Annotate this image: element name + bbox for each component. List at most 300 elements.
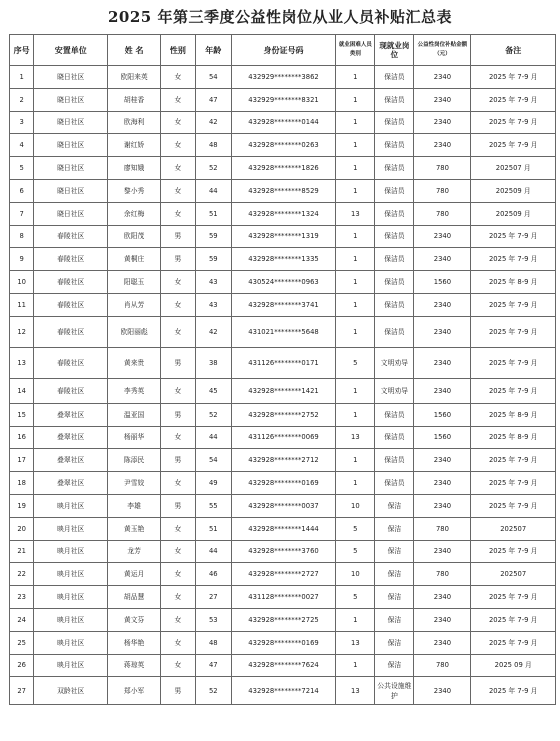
cell-unit: 双龄社区 <box>34 677 108 705</box>
cell-name: 黄桐庄 <box>108 248 161 271</box>
cell-gender: 女 <box>161 157 196 180</box>
cell-seq: 2 <box>10 88 34 111</box>
cell-age: 48 <box>195 631 231 654</box>
cell-category: 5 <box>336 347 375 378</box>
cell-remark: 2025 年 7-9 月 <box>471 248 556 271</box>
cell-subsidy: 2340 <box>414 347 471 378</box>
cell-name: 黄运月 <box>108 563 161 586</box>
cell-position: 文明劝导 <box>375 378 414 403</box>
cell-id: 432928********0144 <box>231 111 336 134</box>
cell-name: 李雄 <box>108 494 161 517</box>
cell-remark: 2025 年 7-9 月 <box>471 225 556 248</box>
table-row <box>10 378 556 403</box>
cell-name: 欧阳茂 <box>108 225 161 248</box>
cell-age: 44 <box>195 426 231 449</box>
cell-subsidy: 2340 <box>414 248 471 271</box>
header-age: 年龄 <box>195 35 231 66</box>
cell-gender: 男 <box>161 403 196 426</box>
cell-seq: 12 <box>10 316 34 347</box>
cell-category: 1 <box>336 378 375 403</box>
cell-name: 谢红娇 <box>108 134 161 157</box>
cell-unit: 叠翠社区 <box>34 403 108 426</box>
header-category: 就业困难人员类别 <box>336 35 375 66</box>
table-body <box>10 66 556 705</box>
table-row <box>10 517 556 540</box>
table-row <box>10 134 556 157</box>
cell-subsidy: 2340 <box>414 88 471 111</box>
cell-category: 1 <box>336 66 375 89</box>
header-remark: 备注 <box>471 35 556 66</box>
cell-seq: 5 <box>10 157 34 180</box>
cell-unit: 映月社区 <box>34 654 108 677</box>
cell-subsidy: 2340 <box>414 540 471 563</box>
cell-gender: 女 <box>161 179 196 202</box>
cell-remark: 2025 年 7-9 月 <box>471 378 556 403</box>
cell-position: 保洁 <box>375 563 414 586</box>
cell-remark: 2025 年 7-9 月 <box>471 293 556 316</box>
cell-unit: 晓日社区 <box>34 111 108 134</box>
cell-category: 13 <box>336 631 375 654</box>
cell-category: 1 <box>336 472 375 495</box>
table-row <box>10 563 556 586</box>
cell-gender: 女 <box>161 540 196 563</box>
cell-remark: 202507 月 <box>471 157 556 180</box>
cell-seq: 11 <box>10 293 34 316</box>
cell-subsidy: 2340 <box>414 225 471 248</box>
cell-name: 李秀英 <box>108 378 161 403</box>
cell-unit: 映月社区 <box>34 563 108 586</box>
cell-remark: 2025 年 7-9 月 <box>471 631 556 654</box>
cell-name: 尹雪姣 <box>108 472 161 495</box>
cell-gender: 女 <box>161 517 196 540</box>
table-row <box>10 293 556 316</box>
cell-remark: 202509 月 <box>471 179 556 202</box>
cell-remark: 2025 年 7-9 月 <box>471 586 556 609</box>
cell-id: 432928********0037 <box>231 494 336 517</box>
cell-age: 43 <box>195 293 231 316</box>
cell-id: 432928********1826 <box>231 157 336 180</box>
cell-name: 蒋琼英 <box>108 654 161 677</box>
cell-position: 保洁员 <box>375 157 414 180</box>
cell-category: 1 <box>336 449 375 472</box>
cell-seq: 17 <box>10 449 34 472</box>
cell-seq: 22 <box>10 563 34 586</box>
cell-id: 431126********0171 <box>231 347 336 378</box>
cell-remark: 2025 09 月 <box>471 654 556 677</box>
cell-remark: 2025 年 7-9 月 <box>471 449 556 472</box>
cell-age: 27 <box>195 586 231 609</box>
cell-gender: 女 <box>161 134 196 157</box>
cell-age: 42 <box>195 111 231 134</box>
cell-age: 49 <box>195 472 231 495</box>
cell-position: 保洁员 <box>375 88 414 111</box>
cell-id: 431126********0069 <box>231 426 336 449</box>
cell-seq: 8 <box>10 225 34 248</box>
cell-subsidy: 780 <box>414 563 471 586</box>
cell-subsidy: 780 <box>414 157 471 180</box>
cell-age: 52 <box>195 403 231 426</box>
cell-subsidy: 2340 <box>414 677 471 705</box>
cell-name: 欧阳丽彪 <box>108 316 161 347</box>
cell-remark: 2025 年 7-9 月 <box>471 88 556 111</box>
cell-position: 保洁员 <box>375 403 414 426</box>
table-row <box>10 157 556 180</box>
cell-remark: 2025 年 8-9 月 <box>471 271 556 294</box>
cell-remark: 2025 年 7-9 月 <box>471 540 556 563</box>
cell-seq: 20 <box>10 517 34 540</box>
cell-seq: 24 <box>10 608 34 631</box>
cell-position: 保洁员 <box>375 66 414 89</box>
cell-age: 47 <box>195 88 231 111</box>
cell-remark: 2025 年 7-9 月 <box>471 608 556 631</box>
cell-subsidy: 2340 <box>414 494 471 517</box>
cell-category: 1 <box>336 157 375 180</box>
cell-gender: 男 <box>161 494 196 517</box>
table-row <box>10 179 556 202</box>
cell-remark: 2025 年 8-9 月 <box>471 426 556 449</box>
cell-name: 肖从芳 <box>108 293 161 316</box>
cell-remark: 2025 年 7-9 月 <box>471 316 556 347</box>
cell-category: 10 <box>336 494 375 517</box>
table-row <box>10 248 556 271</box>
cell-unit: 春陵社区 <box>34 248 108 271</box>
cell-category: 1 <box>336 248 375 271</box>
cell-category: 5 <box>336 517 375 540</box>
cell-gender: 男 <box>161 347 196 378</box>
cell-id: 432928********2752 <box>231 403 336 426</box>
cell-seq: 3 <box>10 111 34 134</box>
table-row <box>10 316 556 347</box>
cell-age: 54 <box>195 66 231 89</box>
cell-gender: 女 <box>161 293 196 316</box>
cell-unit: 春陵社区 <box>34 293 108 316</box>
cell-age: 38 <box>195 347 231 378</box>
table-row <box>10 66 556 89</box>
cell-name: 廖知娥 <box>108 157 161 180</box>
table-row <box>10 586 556 609</box>
cell-name: 余红梅 <box>108 202 161 225</box>
cell-category: 1 <box>336 111 375 134</box>
header-row <box>10 35 556 66</box>
cell-category: 1 <box>336 271 375 294</box>
cell-gender: 男 <box>161 225 196 248</box>
cell-seq: 27 <box>10 677 34 705</box>
cell-category: 1 <box>336 88 375 111</box>
cell-seq: 23 <box>10 586 34 609</box>
cell-id: 432928********1335 <box>231 248 336 271</box>
cell-category: 1 <box>336 179 375 202</box>
cell-age: 51 <box>195 202 231 225</box>
cell-remark: 2025 年 7-9 月 <box>471 134 556 157</box>
cell-id: 431128********0027 <box>231 586 336 609</box>
cell-unit: 映月社区 <box>34 608 108 631</box>
cell-age: 55 <box>195 494 231 517</box>
cell-age: 44 <box>195 179 231 202</box>
cell-seq: 1 <box>10 66 34 89</box>
table-row <box>10 540 556 563</box>
cell-category: 1 <box>336 134 375 157</box>
cell-position: 公共设施维护 <box>375 677 414 705</box>
cell-position: 保洁员 <box>375 472 414 495</box>
cell-id: 431021********5648 <box>231 316 336 347</box>
cell-age: 42 <box>195 316 231 347</box>
cell-unit: 映月社区 <box>34 540 108 563</box>
cell-position: 保洁 <box>375 631 414 654</box>
cell-subsidy: 2340 <box>414 449 471 472</box>
table-row <box>10 472 556 495</box>
cell-subsidy: 2340 <box>414 472 471 495</box>
table-row <box>10 225 556 248</box>
cell-id: 432928********2725 <box>231 608 336 631</box>
cell-id: 432928********2727 <box>231 563 336 586</box>
cell-category: 13 <box>336 202 375 225</box>
cell-seq: 16 <box>10 426 34 449</box>
cell-seq: 25 <box>10 631 34 654</box>
cell-age: 44 <box>195 540 231 563</box>
cell-unit: 晓日社区 <box>34 202 108 225</box>
table-row <box>10 608 556 631</box>
cell-category: 13 <box>336 426 375 449</box>
cell-category: 1 <box>336 403 375 426</box>
cell-subsidy: 780 <box>414 517 471 540</box>
cell-category: 5 <box>336 586 375 609</box>
cell-name: 胡桂香 <box>108 88 161 111</box>
cell-position: 保洁员 <box>375 293 414 316</box>
cell-unit: 叠翠社区 <box>34 472 108 495</box>
table-row <box>10 111 556 134</box>
cell-seq: 13 <box>10 347 34 378</box>
header-gender: 性别 <box>161 35 196 66</box>
cell-unit: 晓日社区 <box>34 134 108 157</box>
cell-id: 432928********0169 <box>231 472 336 495</box>
cell-id: 432929********8321 <box>231 88 336 111</box>
cell-seq: 10 <box>10 271 34 294</box>
cell-gender: 女 <box>161 111 196 134</box>
cell-unit: 春陵社区 <box>34 347 108 378</box>
cell-id: 430524********0963 <box>231 271 336 294</box>
cell-category: 1 <box>336 316 375 347</box>
cell-id: 432928********1324 <box>231 202 336 225</box>
cell-subsidy: 2340 <box>414 631 471 654</box>
cell-gender: 女 <box>161 608 196 631</box>
cell-gender: 女 <box>161 563 196 586</box>
cell-gender: 女 <box>161 316 196 347</box>
cell-unit: 映月社区 <box>34 586 108 609</box>
cell-id: 432928********7624 <box>231 654 336 677</box>
cell-subsidy: 780 <box>414 654 471 677</box>
cell-seq: 26 <box>10 654 34 677</box>
table-row <box>10 654 556 677</box>
cell-position: 保洁 <box>375 586 414 609</box>
cell-position: 保洁 <box>375 517 414 540</box>
cell-name: 黎小秀 <box>108 179 161 202</box>
cell-id: 432928********0169 <box>231 631 336 654</box>
cell-age: 53 <box>195 608 231 631</box>
header-position: 现就业岗位 <box>375 35 414 66</box>
cell-subsidy: 2340 <box>414 378 471 403</box>
cell-gender: 女 <box>161 631 196 654</box>
cell-unit: 春陵社区 <box>34 316 108 347</box>
cell-age: 45 <box>195 378 231 403</box>
cell-subsidy: 2340 <box>414 66 471 89</box>
cell-unit: 映月社区 <box>34 631 108 654</box>
cell-category: 10 <box>336 563 375 586</box>
header-unit: 安置单位 <box>34 35 108 66</box>
cell-subsidy: 780 <box>414 179 471 202</box>
cell-seq: 14 <box>10 378 34 403</box>
cell-id: 432928********3741 <box>231 293 336 316</box>
cell-unit: 映月社区 <box>34 494 108 517</box>
cell-subsidy: 1560 <box>414 426 471 449</box>
table-row <box>10 88 556 111</box>
table-row <box>10 449 556 472</box>
cell-remark: 2025 年 7-9 月 <box>471 347 556 378</box>
table-row <box>10 202 556 225</box>
cell-name: 温亚国 <box>108 403 161 426</box>
cell-age: 59 <box>195 248 231 271</box>
cell-id: 432928********8529 <box>231 179 336 202</box>
cell-category: 1 <box>336 293 375 316</box>
cell-gender: 女 <box>161 426 196 449</box>
subsidy-table <box>9 34 556 705</box>
cell-name: 杨丽华 <box>108 426 161 449</box>
cell-age: 47 <box>195 654 231 677</box>
cell-category: 13 <box>336 677 375 705</box>
cell-gender: 女 <box>161 472 196 495</box>
cell-position: 保洁 <box>375 540 414 563</box>
cell-gender: 男 <box>161 248 196 271</box>
cell-category: 1 <box>336 608 375 631</box>
cell-unit: 春陵社区 <box>34 225 108 248</box>
cell-name: 陈添民 <box>108 449 161 472</box>
cell-unit: 春陵社区 <box>34 378 108 403</box>
cell-id: 432928********7214 <box>231 677 336 705</box>
cell-seq: 21 <box>10 540 34 563</box>
cell-name: 欧阳来英 <box>108 66 161 89</box>
cell-remark: 2025 年 7-9 月 <box>471 472 556 495</box>
cell-unit: 叠翠社区 <box>34 449 108 472</box>
cell-id: 432928********0263 <box>231 134 336 157</box>
cell-id: 432928********2712 <box>231 449 336 472</box>
table-row <box>10 426 556 449</box>
cell-subsidy: 2340 <box>414 111 471 134</box>
cell-age: 48 <box>195 134 231 157</box>
cell-seq: 9 <box>10 248 34 271</box>
cell-gender: 男 <box>161 677 196 705</box>
cell-position: 保洁员 <box>375 449 414 472</box>
cell-age: 52 <box>195 157 231 180</box>
cell-remark: 2025 年 7-9 月 <box>471 111 556 134</box>
table-row <box>10 677 556 705</box>
cell-position: 保洁员 <box>375 179 414 202</box>
cell-name: 龙芳 <box>108 540 161 563</box>
cell-gender: 女 <box>161 378 196 403</box>
cell-subsidy: 2340 <box>414 134 471 157</box>
cell-id: 432928********1421 <box>231 378 336 403</box>
cell-remark: 2025 年 7-9 月 <box>471 494 556 517</box>
table-row <box>10 347 556 378</box>
cell-gender: 女 <box>161 271 196 294</box>
cell-unit: 晓日社区 <box>34 88 108 111</box>
cell-subsidy: 1560 <box>414 403 471 426</box>
cell-category: 5 <box>336 540 375 563</box>
cell-remark: 2025 年 7-9 月 <box>471 66 556 89</box>
cell-subsidy: 1560 <box>414 271 471 294</box>
cell-position: 保洁员 <box>375 316 414 347</box>
cell-seq: 18 <box>10 472 34 495</box>
table-title: 2025 年第三季度公益性岗位从业人员补贴汇总表 <box>108 8 452 26</box>
cell-id: 432928********1319 <box>231 225 336 248</box>
cell-name: 欧海利 <box>108 111 161 134</box>
cell-subsidy: 780 <box>414 202 471 225</box>
cell-name: 黄来贵 <box>108 347 161 378</box>
cell-unit: 春陵社区 <box>34 271 108 294</box>
cell-age: 59 <box>195 225 231 248</box>
cell-position: 保洁员 <box>375 248 414 271</box>
cell-age: 51 <box>195 517 231 540</box>
header-name: 姓 名 <box>108 35 161 66</box>
cell-unit: 晓日社区 <box>34 179 108 202</box>
cell-subsidy: 2340 <box>414 608 471 631</box>
cell-unit: 晓日社区 <box>34 157 108 180</box>
cell-gender: 女 <box>161 88 196 111</box>
cell-category: 1 <box>336 225 375 248</box>
cell-position: 保洁 <box>375 494 414 517</box>
cell-gender: 女 <box>161 654 196 677</box>
cell-subsidy: 2340 <box>414 293 471 316</box>
cell-gender: 男 <box>161 449 196 472</box>
cell-seq: 7 <box>10 202 34 225</box>
table-row <box>10 631 556 654</box>
cell-position: 文明劝导 <box>375 347 414 378</box>
cell-name: 胡品慧 <box>108 586 161 609</box>
cell-position: 保洁 <box>375 654 414 677</box>
cell-position: 保洁员 <box>375 111 414 134</box>
cell-position: 保洁 <box>375 608 414 631</box>
cell-age: 52 <box>195 677 231 705</box>
cell-subsidy: 2340 <box>414 316 471 347</box>
cell-position: 保洁员 <box>375 134 414 157</box>
cell-seq: 15 <box>10 403 34 426</box>
cell-seq: 19 <box>10 494 34 517</box>
cell-position: 保洁员 <box>375 426 414 449</box>
cell-seq: 6 <box>10 179 34 202</box>
cell-remark: 202509 月 <box>471 202 556 225</box>
cell-remark: 202507 <box>471 563 556 586</box>
cell-age: 46 <box>195 563 231 586</box>
table-row <box>10 403 556 426</box>
cell-age: 43 <box>195 271 231 294</box>
cell-name: 杨华艳 <box>108 631 161 654</box>
cell-position: 保洁员 <box>375 225 414 248</box>
cell-age: 54 <box>195 449 231 472</box>
cell-gender: 女 <box>161 202 196 225</box>
cell-id: 432929********3862 <box>231 66 336 89</box>
cell-position: 保洁员 <box>375 271 414 294</box>
header-seq: 序号 <box>10 35 34 66</box>
cell-remark: 202507 <box>471 517 556 540</box>
header-subsidy: 公益性岗位补贴金额（元） <box>414 35 471 66</box>
cell-name: 阳聪玉 <box>108 271 161 294</box>
cell-id: 432928********1444 <box>231 517 336 540</box>
cell-category: 1 <box>336 654 375 677</box>
cell-name: 黄玉艳 <box>108 517 161 540</box>
cell-subsidy: 2340 <box>414 586 471 609</box>
cell-position: 保洁员 <box>375 202 414 225</box>
cell-gender: 女 <box>161 66 196 89</box>
table-row <box>10 494 556 517</box>
cell-id: 432928********3760 <box>231 540 336 563</box>
